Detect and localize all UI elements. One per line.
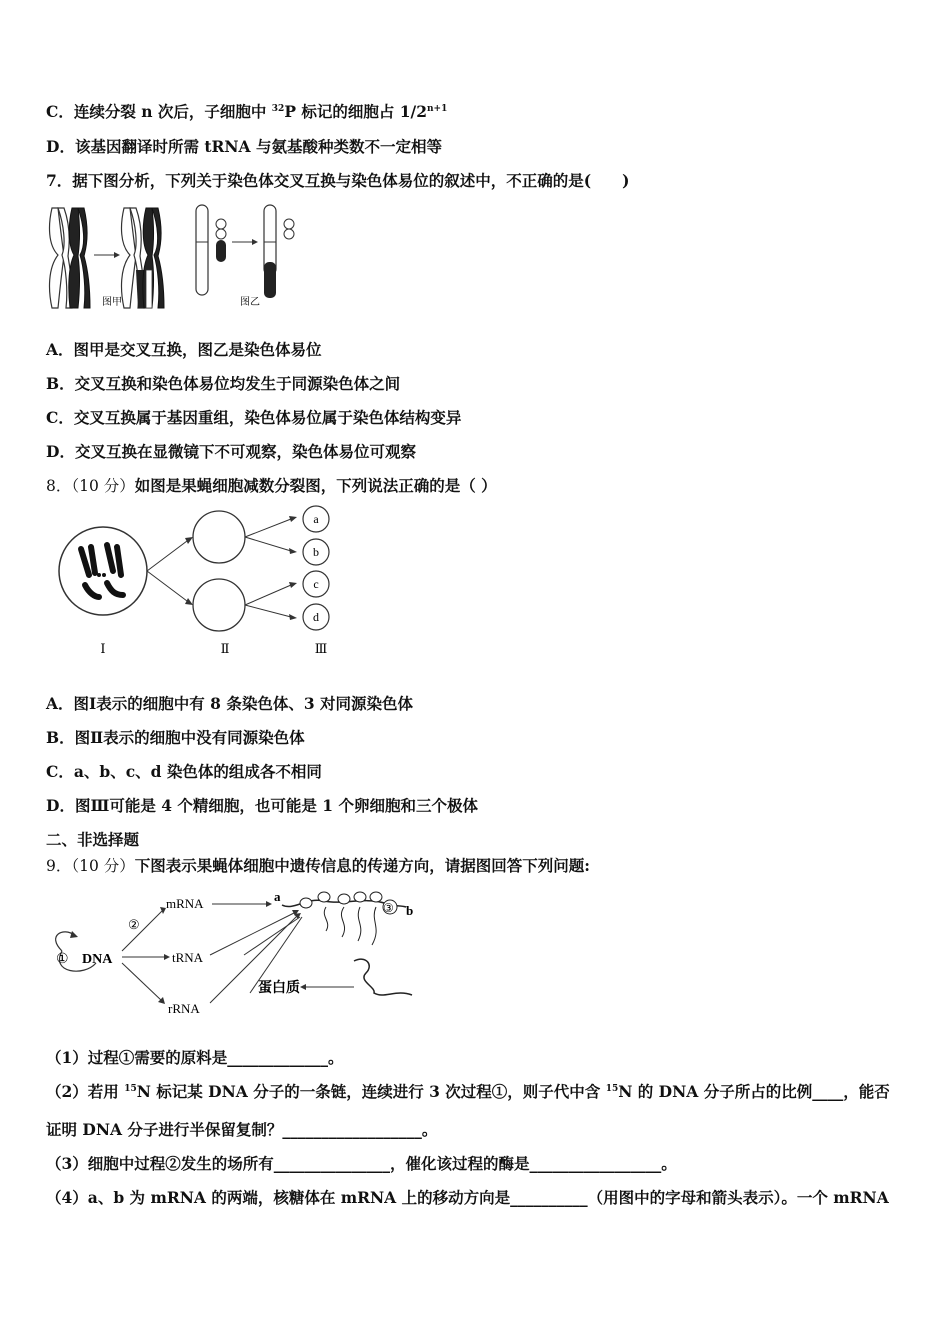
q7-figure <box>44 200 314 315</box>
q8-stem-text: 如图是果蝇细胞减数分裂图，下列说法正确的是（ ） <box>134 476 497 495</box>
q9-subq2-continued: 证明 DNA 分子进行半保留复制？__________________。 <box>46 1120 438 1139</box>
fig-a-chromosomes-after <box>122 208 164 308</box>
q6-option-c-text1: C．连续分裂 n 次后，子细胞中 <box>46 102 272 121</box>
q6-option-c-text2: P 标记的细胞占 1/2 <box>284 102 428 121</box>
q7-option-d: D．交叉互换在显微镜下不可观察，染色体易位可观察 <box>46 442 416 461</box>
q9-subq2-text1: （2）若用 <box>46 1082 125 1101</box>
fig-b-chromosomes-before <box>196 205 226 295</box>
fig-a-chromosomes-before <box>50 208 90 308</box>
cell-b-label: b <box>313 545 319 559</box>
mrna-label: mRNA <box>166 896 204 911</box>
q7-option-b: B．交叉互换和染色体易位均发生于同源染色体之间 <box>46 374 401 393</box>
protein-label: 蛋白质 <box>258 981 300 996</box>
q9-subq2-sup1: 15 <box>124 1083 137 1094</box>
stage2-label: Ⅱ <box>220 641 230 656</box>
dna-label: DNA <box>82 952 113 967</box>
q8-figure <box>55 505 355 660</box>
q9-subq2 <box>46 1082 890 1102</box>
stage1-label: Ⅰ <box>100 641 106 656</box>
q7-option-c: C．交叉互换属于基因重组，染色体易位属于染色体结构变异 <box>46 408 462 427</box>
cell-a-label: a <box>313 512 319 526</box>
q6-option-c-sup1: 32 <box>271 103 285 114</box>
q8-option-a: A．图Ⅰ表示的细胞中有 8 条染色体、3 对同源染色体 <box>46 694 414 713</box>
mrna-end-a: a <box>274 889 281 904</box>
q9-stem-text: 下图表示果蝇体细胞中遗传信息的传递方向，请据图回答下列问题: <box>134 856 590 875</box>
q6-option-c <box>46 102 447 122</box>
q8-option-d: D．图Ⅲ可能是 4 个精细胞，也可能是 1 个卵细胞和三个极体 <box>46 796 478 815</box>
q9-stem <box>46 856 590 876</box>
fig-b-chromosomes-after <box>264 205 294 298</box>
trna-label: tRNA <box>172 950 204 965</box>
section-heading: 二、非选择题 <box>46 830 140 849</box>
q9-subq1: （1）过程①需要的原料是_____________。 <box>46 1048 344 1067</box>
q9-subq2-text2: N 标记某 DNA 分子的一条链，连续进行 3 次过程①，则子代中含 <box>136 1082 606 1101</box>
q8-number: 8．（10 分） <box>46 477 135 495</box>
cell-stage2-bottom <box>193 579 245 631</box>
q9-figure <box>44 885 424 1025</box>
q7-stem: 7．据下图分析，下列关于染色体交叉互换与染色体易位的叙述中，不正确的是( ) <box>46 171 630 190</box>
rrna-label: rRNA <box>168 1001 200 1016</box>
process2-label: ② <box>128 917 140 932</box>
cell-stage2-top <box>193 511 245 563</box>
fig-a-label: 图甲 <box>102 297 122 308</box>
cell-d-label: d <box>313 610 319 624</box>
q8-option-b: B．图Ⅱ表示的细胞中没有同源染色体 <box>46 728 305 747</box>
q8-option-c: C．a、b、c、d 染色体的组成各不相同 <box>46 762 322 781</box>
q6-option-d: D．该基因翻译时所需 tRNA 与氨基酸种类数不一定相等 <box>46 137 442 156</box>
q9-subq2-sup2: 15 <box>605 1083 619 1094</box>
mrna-end-b: b <box>406 903 414 918</box>
cell-stage1 <box>59 527 147 615</box>
q8-stem <box>46 476 497 496</box>
q7-option-a: A．图甲是交叉互换，图乙是染色体易位 <box>46 340 322 359</box>
stage3-label: Ⅲ <box>314 641 328 656</box>
q9-number: 9．（10 分） <box>46 857 135 875</box>
q6-option-c-sup2: n+1 <box>427 103 448 114</box>
q9-subq2-text3: N 的 DNA 分子所占的比例____，能否 <box>618 1082 890 1101</box>
cell-c-label: c <box>313 577 319 591</box>
q9-subq4: （4）a、b 为 mRNA 的两端，核糖体在 mRNA 上的移动方向是__________（用图中的字母和箭头表示）。一个 mRNA <box>46 1188 889 1207</box>
fig-b-label: 图乙 <box>240 297 260 308</box>
process1-label: ① <box>56 952 69 967</box>
protein-chain <box>354 959 412 995</box>
q9-subq3: （3）细胞中过程②发生的场所有_______________，催化该过程的酶是_________________。 <box>46 1154 677 1173</box>
process3-label: ③ <box>383 901 394 915</box>
